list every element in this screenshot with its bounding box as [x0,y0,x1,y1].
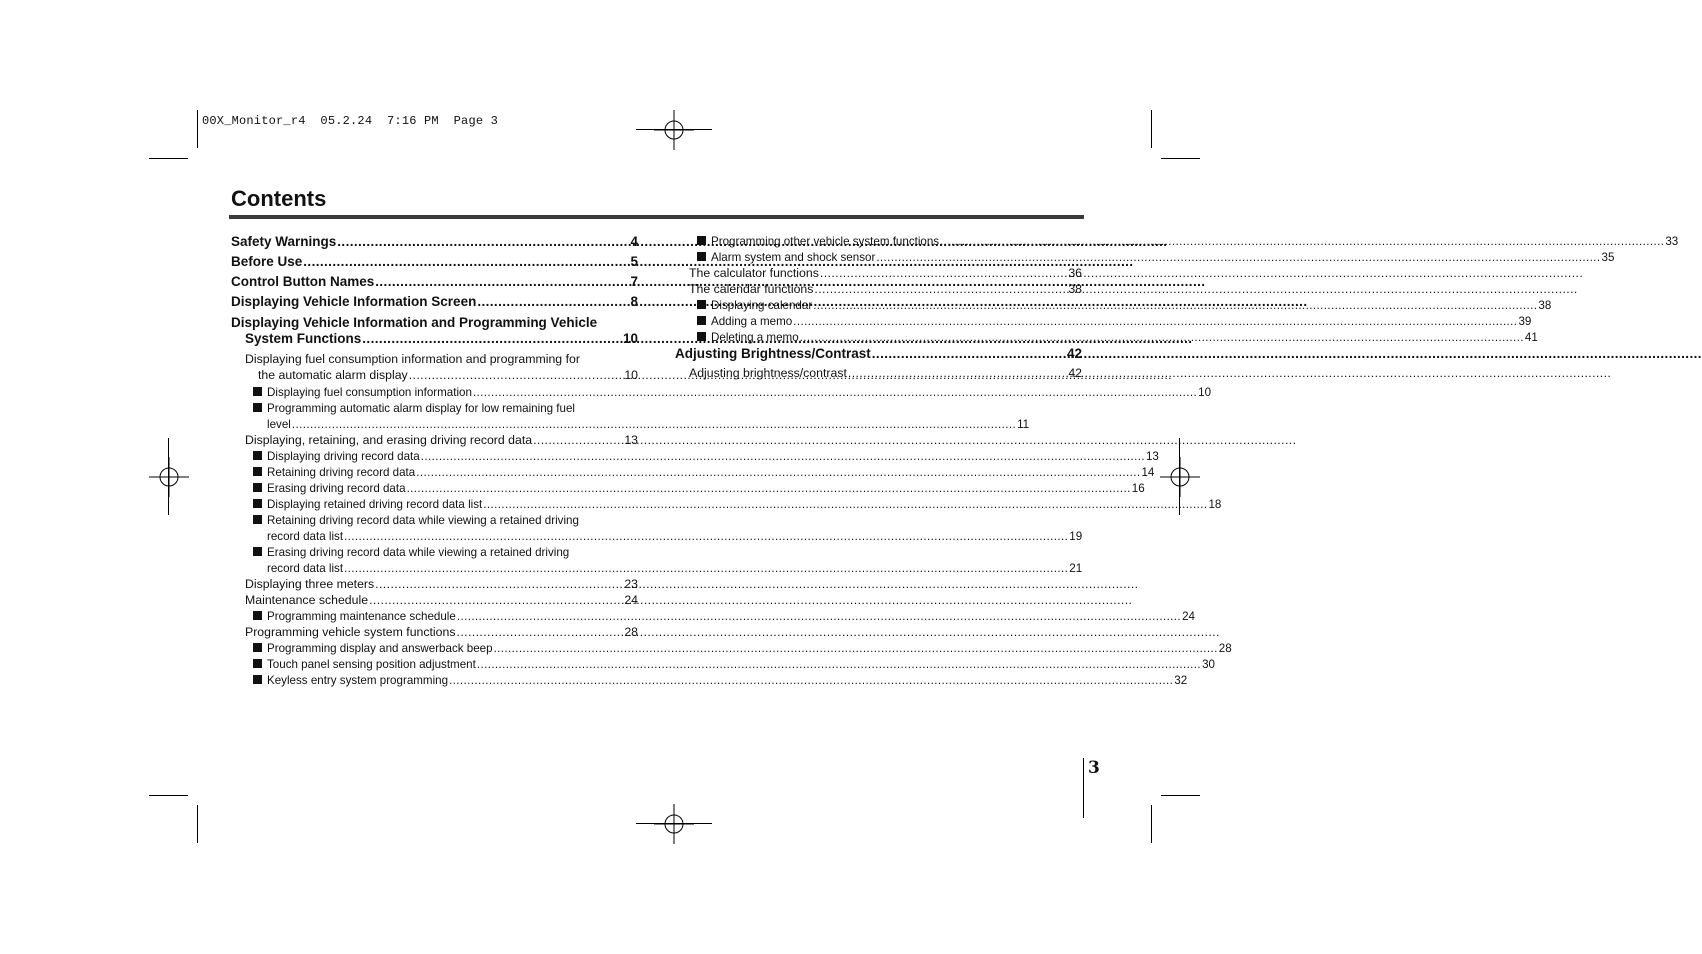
toc-bullet-row [253,641,1232,657]
toc-page-number: 10 [1198,386,1212,399]
toc-entry-label: System Functions [245,331,362,346]
dot-leader [457,625,624,639]
toc-line [231,254,638,269]
toc-entry [231,657,1215,673]
toc-entry-label: Adjusting brightness/contrast [689,366,847,380]
toc-entry-body [711,314,1531,330]
toc-bullet-row [253,401,1030,433]
toc-entry [675,330,1538,346]
toc-entry-label: Displaying driving record data [267,450,420,463]
crop-mark [197,110,198,148]
toc-entry-label: level [267,418,291,431]
toc-page-number: 28 [624,625,638,639]
toc-entry-label: Deleting a memo [711,331,799,344]
toc-line [711,298,1551,314]
page-number-rule [1083,758,1084,818]
bullet-square-icon [253,643,262,652]
toc-entry-body [267,609,1195,625]
page-title: Contents [231,186,327,211]
toc-page-number: 42 [1066,346,1082,361]
toc-entry-label: Before Use [231,254,303,269]
toc-entry [231,351,638,383]
toc-entry-body [711,250,1614,266]
bullet-square-icon [697,252,706,261]
toc-entry-label: Adding a memo [711,315,793,328]
toc-line [245,593,638,607]
crop-mark [636,129,712,130]
bullet-square-icon [253,659,262,668]
bullet-square-icon [253,515,262,524]
dot-leader [820,266,1067,280]
toc-line [267,385,1211,401]
toc-line [267,561,1082,577]
toc-entry-label: the automatic alarm display [258,368,408,382]
toc-entry [675,282,1082,296]
dot-leader [362,331,622,346]
toc-line [245,625,638,639]
toc-line [245,433,638,447]
toc-entry [231,593,638,607]
toc-entry [231,513,1083,545]
toc-entry-body [267,497,1221,513]
toc-entry-label: Erasing driving record data [267,482,406,495]
toc-entry-label: Displaying calendar [711,299,813,312]
toc-page-number: 32 [1174,674,1188,687]
toc-entry-label: Safety Warnings [231,234,337,249]
dot-leader [477,657,1201,673]
toc-page-number: 24 [1182,610,1195,623]
toc-line [675,346,1082,361]
toc-entry-label: Alarm system and shock sensor [711,251,876,264]
toc-entry [231,545,1083,577]
toc-page-number: 10 [624,368,638,382]
toc-entry-label: Displaying three meters [245,577,375,591]
dot-leader [407,481,1131,497]
toc-bullet-row [253,497,1222,513]
toc-line [711,330,1538,346]
toc-page-number: 21 [1069,562,1083,575]
toc-bullet-row [253,545,1083,577]
dot-leader [416,465,1140,481]
toc-bullet-row [253,481,1145,497]
toc-entry [231,625,638,639]
toc-bullet-row [697,234,1679,250]
toc-page-number: 10 [622,331,638,346]
toc-entry [231,433,638,447]
toc-entry [231,449,1159,465]
registration-mark-icon [149,457,189,497]
toc-entry-label: The calendar functions [689,282,814,296]
toc-entry-label: Programming automatic alarm display for low remaining fuel [267,402,576,415]
toc-entry [231,294,638,309]
dot-leader [473,385,1197,401]
dot-leader [375,577,623,591]
toc-line [245,367,638,383]
toc-line [267,529,1082,545]
toc-entry-body [267,657,1215,673]
toc-entry [675,314,1532,330]
toc-entry-label: Touch panel sensing position adjustment [267,658,476,671]
toc-entry [231,385,1212,401]
toc-page-number: 8 [630,294,638,309]
bullet-square-icon [253,611,262,620]
toc-line [231,331,638,346]
toc-page-number: 11 [1017,418,1030,431]
registration-mark-icon [654,804,694,844]
dot-leader [375,274,629,289]
toc-entry-label: Displaying fuel consumption information [267,386,472,399]
dot-leader [369,593,623,607]
toc-bullet-row [697,298,1552,314]
bullet-square-icon [253,499,262,508]
toc-entry-body [711,298,1551,314]
toc-bullet-row [253,385,1212,401]
toc-page-number: 16 [1131,482,1145,495]
toc-entry [675,346,1082,361]
toc-bullet-row [253,465,1155,481]
toc-bullet-row [253,513,1083,545]
crop-mark [168,438,169,515]
page-number: 3 [1088,758,1100,778]
toc-page-number: 13 [624,433,638,447]
bullet-square-icon [253,483,262,492]
toc-page-number: 35 [1601,251,1615,264]
dot-leader [494,641,1218,657]
toc-entry [231,673,1188,689]
dot-leader [814,282,1067,296]
toc-page-number: 7 [630,274,638,289]
toc-entry [231,609,1195,625]
toc-page-number: 39 [1518,315,1532,328]
toc-page-number: 4 [630,234,638,249]
toc-entry-body [267,465,1154,481]
toc-page-number: 13 [1145,450,1159,463]
toc-entry [231,641,1232,657]
toc-bullet-row [253,657,1215,673]
toc-line [267,673,1187,689]
dot-leader [409,367,624,383]
print-header-slug: 00X_Monitor_r4 05.2.24 7:16 PM Page 3 [202,114,499,128]
toc-page-number: 42 [1068,366,1082,380]
crop-mark [1151,110,1152,148]
toc-line [267,497,1221,513]
toc-line [267,641,1232,657]
toc-entry [231,254,638,269]
toc-line [711,314,1531,330]
toc-page-number: 23 [624,577,638,591]
toc-entry [231,314,638,346]
toc-entry-label: Retaining driving record data while viewing a retained driving [267,514,579,527]
toc-page-number: 38 [1538,299,1552,312]
toc-entry-body [711,234,1678,250]
toc-entry [231,274,638,289]
toc-entry-body [267,545,1082,577]
toc-line [711,234,1678,250]
toc-entry-body [267,641,1232,657]
dot-leader [303,254,629,269]
toc-entry [231,234,638,249]
crop-mark [1151,805,1152,843]
toc-entry-body [267,449,1159,465]
toc-line [231,274,638,289]
bullet-square-icon [253,675,262,684]
toc-column-right [675,234,1679,382]
registration-mark-icon [1160,457,1200,497]
toc-entry-label: Maintenance schedule [245,593,369,607]
toc-entry-label: Displaying fuel consumption information and programming for [245,352,580,366]
dot-leader [483,497,1207,513]
dot-leader [292,417,1016,433]
toc-entry-body [267,385,1211,401]
dot-leader [449,673,1173,689]
toc-page-number: 36 [1068,266,1082,280]
toc-line [245,577,638,591]
toc-bullet-row [697,250,1615,266]
dot-leader [344,561,1068,577]
toc-entry [231,497,1222,513]
dot-leader [344,529,1068,545]
toc-line [689,282,1082,296]
toc-page-number: 41 [1524,331,1538,344]
dot-leader [533,433,623,447]
registration-mark-icon [654,110,694,150]
dot-leader [940,234,1664,250]
toc-page-number: 33 [1665,235,1679,248]
toc-entry-label: Control Button Names [231,274,375,289]
toc-entry-label: Programming display and answerback beep [267,642,493,655]
toc-line [267,417,1029,433]
toc-entry-label: Programming vehicle system functions [245,625,456,639]
dot-leader [477,294,629,309]
toc-line [231,234,638,249]
toc-entry [231,465,1155,481]
toc-entry-label: Keyless entry system programming [267,674,449,687]
dot-leader [457,609,1181,625]
dot-leader [793,314,1517,330]
toc-bullet-row [253,449,1159,465]
crop-mark [197,805,198,843]
dot-leader [813,298,1537,314]
toc-entry-body [267,401,1029,433]
crop-mark [1161,795,1200,796]
toc-entry-label: Displaying Vehicle Information and Programming Vehicle [231,315,598,330]
bullet-square-icon [697,332,706,341]
toc-bullet-row [697,314,1532,330]
toc-entry [675,298,1552,314]
toc-entry-label: Retaining driving record data [267,466,416,479]
toc-entry [675,250,1615,266]
toc-entry [231,401,1030,433]
toc-entry [675,366,1082,380]
toc-entry [231,577,638,591]
dot-leader [848,366,1067,380]
toc-entry-body [267,673,1187,689]
toc-line [267,449,1159,465]
bullet-square-icon [697,236,706,245]
toc-page-number: 38 [1068,282,1082,296]
toc-entry-label: Displaying, retaining, and erasing driving record data [245,433,533,447]
dot-leader [337,234,629,249]
toc-line [689,366,1082,380]
bullet-square-icon [253,467,262,476]
crop-mark [1161,158,1200,159]
toc-page-number: 24 [624,593,638,607]
toc-page-number: 5 [630,254,638,269]
toc-line [267,609,1195,625]
toc-entry-body [711,330,1538,346]
toc-entry [675,234,1679,250]
crop-mark [149,158,188,159]
toc-line [267,657,1215,673]
toc-bullet-row [697,330,1538,346]
title-rule [229,215,1084,219]
toc-bullet-row [253,609,1195,625]
toc-line [267,465,1154,481]
dot-leader [800,330,1524,346]
bullet-square-icon [253,547,262,556]
crop-mark [636,823,712,824]
bullet-square-icon [253,387,262,396]
toc-page-number: 18 [1208,498,1222,511]
bullet-square-icon [697,316,706,325]
toc-entry-label: record data list [267,562,344,575]
toc-page-number: 14 [1141,466,1155,479]
toc-entry-label: Displaying retained driving record data list [267,498,483,511]
bullet-square-icon [697,300,706,309]
toc-entry-label: Displaying Vehicle Information Screen [231,294,477,309]
dot-leader [876,250,1600,266]
toc-entry [675,266,1082,280]
toc-entry-label: Programming maintenance schedule [267,610,456,623]
toc-entry-label: record data list [267,530,344,543]
toc-page-number: 28 [1218,642,1232,655]
dot-leader [421,449,1145,465]
toc-line [231,294,638,309]
toc-entry-label: Programming other vehicle system functions [711,235,940,248]
toc-page-number: 19 [1069,530,1083,543]
toc-entry-label: Erasing driving record data while viewing a retained driving [267,546,570,559]
bullet-square-icon [253,403,262,412]
toc-entry [231,481,1145,497]
toc-bullet-row [253,673,1188,689]
toc-page-number: 30 [1202,658,1215,671]
toc-entry-body [267,513,1082,545]
toc-entry-label: Adjusting Brightness/Contrast [675,346,871,361]
bullet-square-icon [253,451,262,460]
crop-mark [149,795,188,796]
toc-entry-body [267,481,1145,497]
toc-line [689,266,1082,280]
toc-entry-label: The calculator functions [689,266,819,280]
dot-leader [872,346,1066,361]
toc-line [267,481,1145,497]
toc-line [711,250,1614,266]
